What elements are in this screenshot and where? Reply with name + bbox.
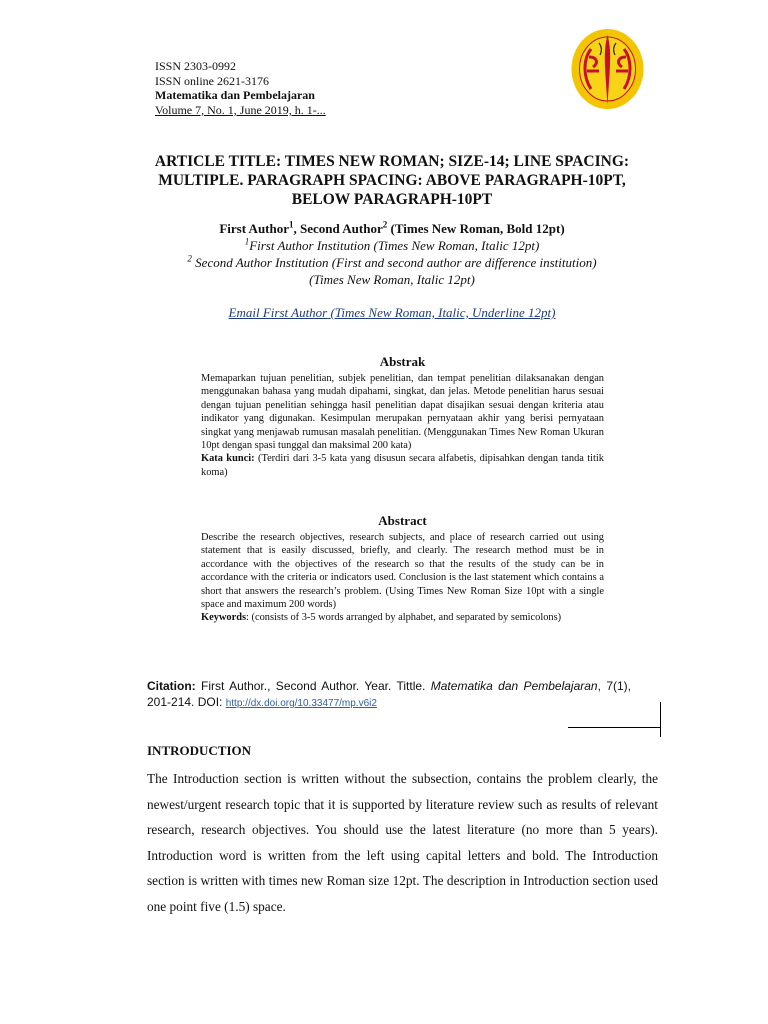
citation	[147, 678, 631, 712]
kata-kunci-label: Kata kunci:	[201, 453, 255, 465]
abstrak-section	[201, 354, 604, 479]
introduction-heading: INTRODUCTION	[147, 743, 252, 758]
citation-text: First Author., Second Author. Year. Tittle.	[195, 679, 431, 693]
email-note: (Times New Roman, Italic, Underline 12pt)	[327, 305, 556, 320]
author-email[interactable]	[130, 305, 654, 321]
citation-text-2: , 7(1), 201-214. DOI:	[147, 679, 631, 709]
email-link[interactable]: Email First Author	[228, 305, 328, 320]
affiliation-1-sup: 1	[244, 236, 250, 247]
issn-online: ISSN online 2621-3176	[155, 73, 269, 88]
article-title: ARTICLE TITLE: TIMES NEW ROMAN; SIZE-14; LINE SPACING: MULTIPLE. PARAGRAPH SPACING: ABOVE PARAGRAPH-10PT, BELOW PARAGRAPH-10PT	[154, 153, 630, 208]
introduction-body: The Introduction section is written without the subsection, contains the problem clearly, the newest/urgent research topic that it is supported by literature review such as results of relevant research, research objectives. You should use the latest literature (no more than 5 years). Introduction word is written from the left using capital letters and bold. The Introduction section is written with times new Roman size 12pt. The description in Introduction section used one point five (1.5) space.	[147, 771, 658, 914]
keywords-text: : (consists of 3-5 words arranged by alphabet, and separated by semicolons)	[246, 612, 562, 624]
crop-mark-vertical	[660, 702, 661, 737]
keywords-label: Keywords	[201, 612, 247, 624]
journal-logo-icon	[569, 27, 646, 111]
citation-journal: Matematika dan Pembelajaran	[430, 679, 598, 693]
issn-print: ISSN 2303-0992	[155, 59, 237, 73]
second-author-sup: 2	[382, 219, 388, 230]
kata-kunci-text: (Terdiri dari 3-5 kata yang disusun secara alfabetis, dipisahkan dengan tanda titik koma)	[201, 453, 604, 478]
affiliation-1-text: First Author Institution (Times New Roman, Italic 12pt)	[249, 238, 540, 253]
doi-link[interactable]: http://dx.doi.org/10.33477/mp.v6i2	[225, 698, 377, 709]
abstract-body: Describe the research objectives, research subjects, and place of research carried out using statement that is easily discussed, briefly, and clearly. The research method must be in accordance with the objectives of the research so that the results of the study can be in accordance with the criteria or indicators used. Conclusion is the last statement which contains a short that answers the research’s problem. (Using Times New Roman Size 10pt with a single space and maximum 200 words)	[201, 532, 604, 611]
abstrak-body: Memaparkan tujuan penelitian, subjek penelitian, dan tempat penelitian dilaksanakan dengan menggunakan bahasa yang mudah dipahami, singkat, dan jelas. Metode penelitian harus sesuai dengan tujuan penelitian sehingga hasil penelitian dapat disajikan sesuai dengan kriteria atau indikator yang digunakan. Kesimpulan merupakan pernyataan akhir yang berisi pernyataan singkat yang menjawab rumusan masalah penelitian. (Menggunakan Times New Roman Ukuran 10pt dengan spasi tunggal dan maksimal 200 kata)	[201, 373, 604, 452]
first-author-sup: 1	[289, 219, 294, 230]
affiliation-2-sup: 2	[187, 253, 192, 264]
abstrak-keywords	[201, 452, 604, 479]
journal-header	[155, 59, 326, 117]
abstract-heading: Abstract	[378, 513, 427, 528]
abstrak-heading: Abstrak	[379, 354, 426, 369]
affiliation-2	[130, 254, 654, 271]
author-note: (Times New Roman, Bold 12pt)	[387, 221, 565, 236]
first-author: First Author	[219, 221, 290, 236]
affiliation-2-text: Second Author Institution (First and second author are difference institution)	[191, 255, 597, 270]
second-author: Second Author	[300, 221, 383, 236]
affiliation-2-note: (Times New Roman, Italic 12pt)	[309, 272, 475, 287]
journal-name: Matematika dan Pembelajaran	[155, 88, 315, 103]
abstract-section	[201, 513, 604, 625]
affiliation-1	[130, 237, 654, 254]
author-names	[130, 220, 654, 237]
crop-mark-horizontal	[568, 727, 661, 728]
citation-label: Citation:	[147, 679, 196, 693]
author-block	[130, 220, 654, 288]
abstract-keywords	[201, 611, 604, 624]
volume-info: Volume 7, No. 1, June 2019, h. 1-...	[155, 102, 326, 117]
author-separator: ,	[293, 221, 301, 236]
